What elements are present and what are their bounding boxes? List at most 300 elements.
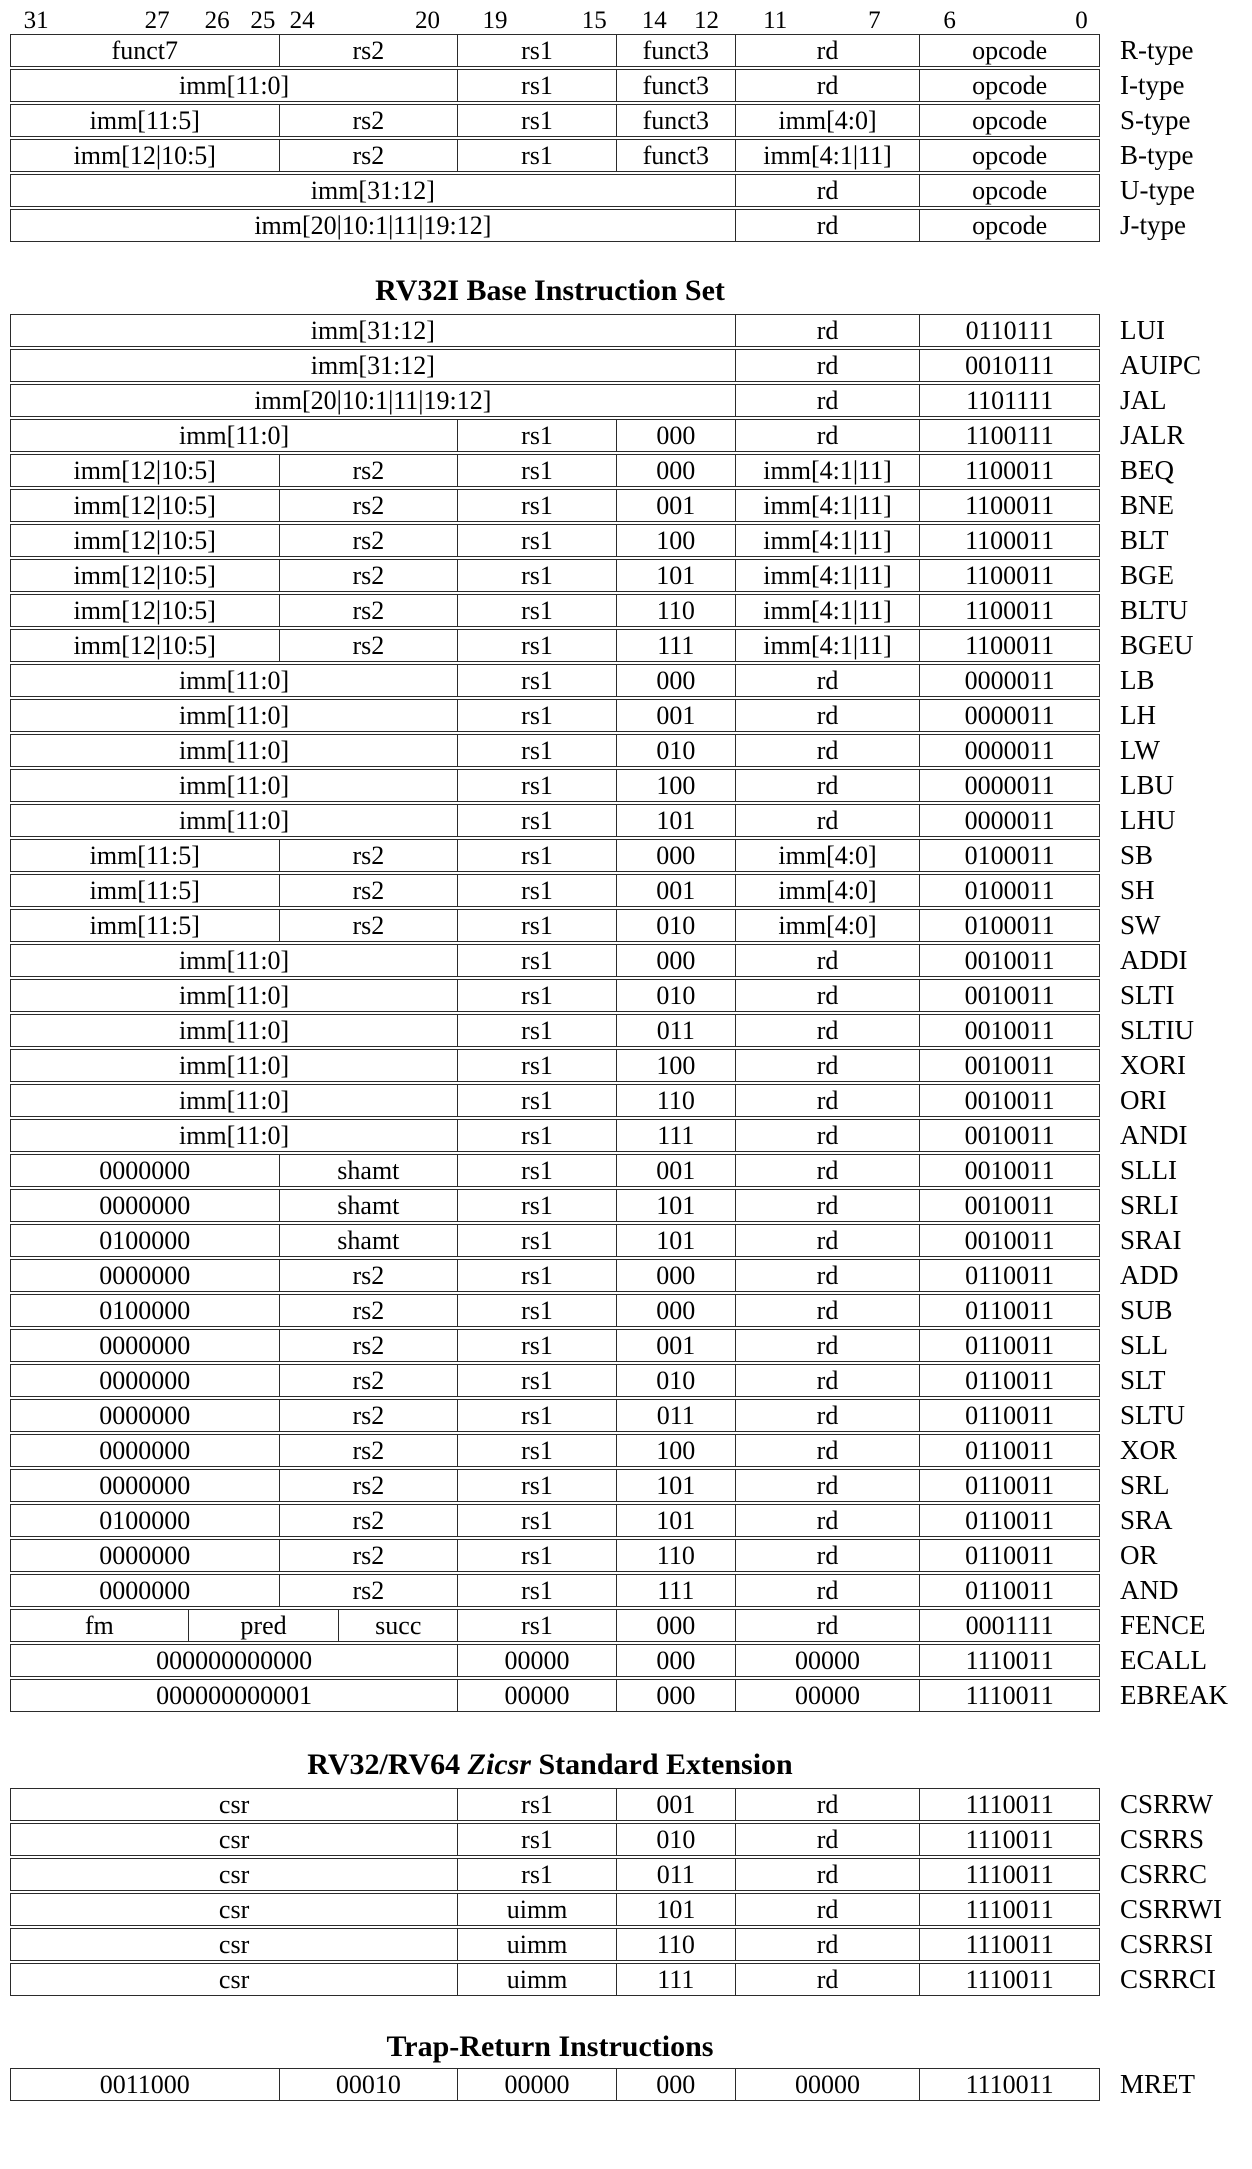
bitfield-cell-rs1: rs1 <box>457 805 616 836</box>
bitfield-cell-op: opcode <box>919 70 1099 101</box>
instruction-name: SLTIU <box>1120 1015 1195 1045</box>
bitfield-cell-rd: rd <box>735 805 920 836</box>
bitfield-cell-rs1: rs1 <box>457 1155 616 1186</box>
bitfield-cell-rs1: rs1 <box>457 700 616 731</box>
bitfield-cell-rs2: rs2 <box>279 1470 458 1501</box>
bitfield-cell-rs1: rs1 <box>457 1260 616 1291</box>
instruction-name: CSRRCI <box>1120 1964 1217 1994</box>
bitfield-cell-f3: 010 <box>616 1824 735 1855</box>
bitfield-cell-i12: imm[11:0] <box>178 980 290 1010</box>
instruction-word <box>10 1788 1100 1821</box>
bitfield-cell-rs1: rs1 <box>457 70 616 101</box>
instruction-name: LH <box>1120 700 1156 730</box>
bitfield-cell-f7: imm[11:5] <box>89 840 200 870</box>
bitfield-cell-rs2: rs2 <box>279 1365 458 1396</box>
bitfield-cell-rs2: rs2 <box>279 1435 458 1466</box>
bitfield-cell-i12: imm[11:0] <box>178 1050 290 1080</box>
bitfield-cell-f3: 000 <box>616 1295 735 1326</box>
bitfield-cell-f7: funct7 <box>111 35 178 65</box>
bitfield-cell-f3: 000 <box>616 1645 735 1676</box>
bitfield-cell-rs1: rs1 <box>457 1435 616 1466</box>
rv32i-row-srli <box>10 1189 1252 1222</box>
instruction-name: XOR <box>1120 1435 1178 1465</box>
bitfield-cell-rs1: rs1 <box>457 1365 616 1396</box>
instruction-word <box>10 384 1100 417</box>
instruction-name: SRAI <box>1120 1225 1182 1255</box>
rv32i-row-addi <box>10 944 1252 977</box>
bitfield-cell-f3: 000 <box>616 840 735 871</box>
rv32i-row-sb <box>10 839 1252 872</box>
bitfield-cell-rd: rd <box>735 1964 920 1995</box>
bitfield-cell-op: 1110011 <box>919 1859 1099 1890</box>
bitfield-cell-rd: rd <box>735 1225 920 1256</box>
zicsr-instruction-table <box>10 1788 1252 1996</box>
bitfield-cell-f7: imm[12|10:5] <box>73 595 216 625</box>
rv32i-row-sh <box>10 874 1252 907</box>
instruction-name: ADDI <box>1120 945 1188 975</box>
bitfield-cell-rd: rd <box>735 1155 920 1186</box>
bitfield-cell-rs2: 00010 <box>279 2069 458 2100</box>
rv32i-row-or <box>10 1539 1252 1572</box>
bitfield-cell-rd: rd <box>735 1260 920 1291</box>
instruction-name: BEQ <box>1120 455 1174 485</box>
bitfield-cell-rs1: rs1 <box>457 525 616 556</box>
instruction-word <box>10 1574 1100 1607</box>
bitfield-cell-rs1: rs1 <box>457 910 616 941</box>
zicsr-title-italic: Zicsr <box>467 1748 531 1781</box>
bitfield-cell-op: 0000011 <box>919 665 1099 696</box>
instruction-word <box>10 1609 1100 1642</box>
instruction-name: J-type <box>1120 210 1186 240</box>
bitfield-cell-f7: imm[12|10:5] <box>73 455 216 485</box>
bitfield-cell-i12: csr <box>218 1789 250 1819</box>
bitfield-cell-rs2: rs2 <box>279 875 458 906</box>
bitfield-cell-rs2: rs2 <box>279 595 458 626</box>
instruction-word <box>10 1154 1100 1187</box>
bitfield-cell-rs2: rs2 <box>279 1505 458 1536</box>
bitfield-cell-op: 0100011 <box>919 840 1099 871</box>
bitfield-cell-f3: 100 <box>616 1050 735 1081</box>
bitfield-cell-f3: 001 <box>616 875 735 906</box>
bitfield-cell-f3: 101 <box>616 1225 735 1256</box>
rv32i-row-sw <box>10 909 1252 942</box>
instruction-name: AUIPC <box>1120 350 1202 380</box>
bitfield-cell-rs2: rs2 <box>279 35 458 66</box>
instruction-word <box>10 139 1100 172</box>
trap-return-section-title: Trap-Return Instructions <box>386 2030 714 2063</box>
rv32i-row-auipc <box>10 349 1252 382</box>
bitfield-cell-rs2: rs2 <box>279 525 458 556</box>
instruction-word <box>10 1469 1100 1502</box>
bitfield-cell-rs1: 00000 <box>457 1645 616 1676</box>
instruction-word <box>10 909 1100 942</box>
instruction-name: FENCE <box>1120 1610 1206 1640</box>
bitfield-cell-f7: imm[12|10:5] <box>73 140 216 170</box>
bitfield-cell-rd: rd <box>735 1894 920 1925</box>
bitfield-cell-rs1: rs1 <box>457 770 616 801</box>
formats-row-r-type <box>10 34 1252 67</box>
instruction-word <box>10 1963 1100 1996</box>
instruction-word <box>10 804 1100 837</box>
instruction-name: LHU <box>1120 805 1176 835</box>
zicsr-title-prefix: RV32/RV64 <box>307 1748 461 1781</box>
zicsr-row-csrrsi <box>10 1928 1252 1961</box>
bitfield-cell-succ: succ <box>338 1610 457 1641</box>
bitfield-cell-f3: 111 <box>616 1120 735 1151</box>
bitfield-cell-op: 1100011 <box>919 490 1099 521</box>
instruction-name: CSRRS <box>1120 1824 1205 1854</box>
bitfield-cell-f3: 111 <box>616 630 735 661</box>
bitfield-cell-op: 0110011 <box>919 1365 1099 1396</box>
formats-row-j-type <box>10 209 1252 242</box>
bitfield-cell-rd: rd <box>735 1120 920 1151</box>
formats-row-b-type <box>10 139 1252 172</box>
bitfield-cell-f7: imm[11:5] <box>89 875 200 905</box>
bitfield-cell-f3: 011 <box>616 1859 735 1890</box>
instruction-word <box>10 1539 1100 1572</box>
bitfield-cell-f3: 010 <box>616 980 735 1011</box>
rv32i-row-sra <box>10 1504 1252 1537</box>
bit-index-7: 7 <box>868 7 881 34</box>
bitfield-cell-rd: rd <box>735 385 920 416</box>
bitfield-cell-rs2: rs2 <box>279 1400 458 1431</box>
instruction-word <box>10 1119 1100 1152</box>
bitfield-cell-rs1: rs1 <box>457 630 616 661</box>
bitfield-cell-op: 0001111 <box>919 1610 1099 1641</box>
bitfield-cell-rd: imm[4:1|11] <box>735 455 920 486</box>
bitfield-cell-rs1: rs1 <box>457 1085 616 1116</box>
bitfield-cell-op: 0010011 <box>919 1050 1099 1081</box>
instruction-name: JALR <box>1120 420 1185 450</box>
instruction-word <box>10 979 1100 1012</box>
bitfield-cell-rs2: rs2 <box>279 910 458 941</box>
bitfield-cell-rs2: rs2 <box>279 1330 458 1361</box>
bitfield-cell-f3: 101 <box>616 805 735 836</box>
bitfield-cell-rd: rd <box>735 1190 920 1221</box>
instruction-name: SUB <box>1120 1295 1173 1325</box>
bitfield-cell-f3: 100 <box>616 525 735 556</box>
bitfield-cell-f3: 010 <box>616 910 735 941</box>
trap-return-instruction-table <box>10 2068 1252 2101</box>
bitfield-cell-rd: rd <box>735 980 920 1011</box>
rv32i-row-xor <box>10 1434 1252 1467</box>
bitfield-cell-f7: 0000000 <box>99 1470 191 1500</box>
bitfield-cell-rs1: rs1 <box>457 1400 616 1431</box>
bitfield-cell-f3: 101 <box>616 1894 735 1925</box>
zicsr-title-suffix: Standard Extension <box>538 1748 793 1781</box>
bitfield-cell-i12: imm[11:0] <box>178 1120 290 1150</box>
zicsr-row-csrrw <box>10 1788 1252 1821</box>
instruction-name: BGE <box>1120 560 1174 590</box>
bitfield-cell-i20: imm[31:12] <box>310 350 435 380</box>
bitfield-cell-f3: 000 <box>616 2069 735 2100</box>
bitfield-cell-f3: 000 <box>616 455 735 486</box>
bitfield-cell-rs1: rs1 <box>457 490 616 521</box>
bitfield-cell-f3: 110 <box>616 595 735 626</box>
bitfield-cell-op: 1101111 <box>919 385 1099 416</box>
bitfield-cell-op: 0010011 <box>919 1085 1099 1116</box>
bitfield-cell-rs1: rs1 <box>457 1824 616 1855</box>
bitfield-cell-rs2: rs2 <box>279 455 458 486</box>
rv32i-row-jal <box>10 384 1252 417</box>
bitfield-cell-f3: 000 <box>616 1260 735 1291</box>
bitfield-cell-i12: imm[11:0] <box>178 735 290 765</box>
bitfield-cell-rs1: rs1 <box>457 665 616 696</box>
bitfield-cell-rd: rd <box>735 1575 920 1606</box>
bitfield-cell-f3: 100 <box>616 1435 735 1466</box>
instruction-name: LUI <box>1120 315 1165 345</box>
bitfield-cell-rs1: rs1 <box>457 105 616 136</box>
bitfield-cell-f3: funct3 <box>616 105 735 136</box>
bitfield-cell-i12: 000000000001 <box>156 1680 313 1710</box>
bitfield-cell-rs1: rs1 <box>457 1789 616 1820</box>
bitfield-cell-rs2: rs2 <box>279 490 458 521</box>
bit-index-31: 31 <box>23 7 49 34</box>
rv32i-row-srai <box>10 1224 1252 1257</box>
rv32i-row-and <box>10 1574 1252 1607</box>
bitfield-cell-op: 1110011 <box>919 1789 1099 1820</box>
bitfield-cell-rs1: rs1 <box>457 735 616 766</box>
rv32i-row-lhu <box>10 804 1252 837</box>
bitfield-cell-op: 0000011 <box>919 805 1099 836</box>
bit-index-14: 14 <box>641 7 667 34</box>
bitfield-cell-op: 0000011 <box>919 770 1099 801</box>
instruction-name: LB <box>1120 665 1155 695</box>
bit-index-15: 15 <box>581 7 607 34</box>
rv32i-row-fence <box>10 1609 1252 1642</box>
formats-row-i-type <box>10 69 1252 102</box>
bitfield-cell-rs2: rs2 <box>279 560 458 591</box>
instruction-name: SLLI <box>1120 1155 1177 1185</box>
bitfield-cell-i12: 000000000000 <box>156 1645 313 1675</box>
bitfield-cell-rs2: rs2 <box>279 1260 458 1291</box>
bitfield-cell-f7: 0000000 <box>99 1190 191 1220</box>
instruction-word <box>10 1399 1100 1432</box>
bitfield-cell-op: 0010011 <box>919 1155 1099 1186</box>
bitfield-cell-i20: imm[31:12] <box>310 315 435 345</box>
instruction-word <box>10 1644 1100 1677</box>
bitfield-cell-f7: 0000000 <box>99 1575 191 1605</box>
instruction-name: I-type <box>1120 70 1185 100</box>
bitfield-cell-op: 0110011 <box>919 1505 1099 1536</box>
rv32i-row-sub <box>10 1294 1252 1327</box>
bitfield-cell-rd: rd <box>735 1085 920 1116</box>
instruction-word <box>10 1049 1100 1082</box>
bitfield-cell-rs1: rs1 <box>457 1575 616 1606</box>
instruction-word <box>10 454 1100 487</box>
bitfield-cell-i20: imm[20|10:1|11|19:12] <box>254 210 492 240</box>
instruction-word <box>10 1679 1100 1712</box>
bitfield-cell-op: 0010011 <box>919 980 1099 1011</box>
bitfield-cell-op: opcode <box>919 175 1099 206</box>
bitfield-cell-rd: imm[4:1|11] <box>735 560 920 591</box>
bitfield-cell-rs2: shamt <box>279 1155 458 1186</box>
bitfield-cell-rs1: rs1 <box>457 595 616 626</box>
instruction-format-table <box>10 34 1252 242</box>
zicsr-row-csrrc <box>10 1858 1252 1891</box>
bitfield-cell-rd: rd <box>735 700 920 731</box>
bitfield-cell-f3: 101 <box>616 1470 735 1501</box>
instruction-word <box>10 489 1100 522</box>
bitfield-cell-rd: rd <box>735 175 920 206</box>
bitfield-cell-rs1: rs1 <box>457 875 616 906</box>
instruction-name: SW <box>1120 910 1161 940</box>
bitfield-cell-f3: 111 <box>616 1964 735 1995</box>
instruction-name: CSRRW <box>1120 1789 1214 1819</box>
instruction-word <box>10 349 1100 382</box>
instruction-name: BGEU <box>1120 630 1194 660</box>
bitfield-cell-rd: rd <box>735 770 920 801</box>
bitfield-cell-op: 1110011 <box>919 1929 1099 1960</box>
bit-index-6: 6 <box>943 7 956 34</box>
bit-index-25: 25 <box>250 7 276 34</box>
bitfield-cell-rd: rd <box>735 1295 920 1326</box>
bitfield-cell-f7: 0000000 <box>99 1330 191 1360</box>
bitfield-cell-f3: 111 <box>616 1575 735 1606</box>
instruction-name: AND <box>1120 1575 1179 1605</box>
bitfield-cell-op: 0110011 <box>919 1575 1099 1606</box>
rv32i-row-xori <box>10 1049 1252 1082</box>
zicsr-row-csrrwi <box>10 1893 1252 1926</box>
bitfield-cell-op: 1110011 <box>919 1894 1099 1925</box>
bitfield-cell-i12: csr <box>218 1894 250 1924</box>
rv32i-instruction-table <box>10 314 1252 1712</box>
bitfield-cell-op: 0110011 <box>919 1260 1099 1291</box>
instruction-word <box>10 839 1100 872</box>
rv32i-row-lw <box>10 734 1252 767</box>
bitfield-cell-op: 0110011 <box>919 1470 1099 1501</box>
bitfield-cell-rd: rd <box>735 1470 920 1501</box>
bitfield-cell-op: 1110011 <box>919 2069 1099 2100</box>
rv32i-row-beq <box>10 454 1252 487</box>
bitfield-cell-op: 1100011 <box>919 595 1099 626</box>
instruction-name: EBREAK <box>1120 1680 1228 1710</box>
bitfield-cell-i12: imm[11:0] <box>178 70 290 100</box>
bitfield-cell-f3: 110 <box>616 1540 735 1571</box>
bit-position-ruler <box>10 8 1100 34</box>
bitfield-cell-f3: 000 <box>616 1680 735 1711</box>
bitfield-cell-f3: 101 <box>616 560 735 591</box>
instruction-name: BLTU <box>1120 595 1189 625</box>
zicsr-row-csrrci <box>10 1963 1252 1996</box>
bitfield-cell-rd: imm[4:0] <box>735 910 920 941</box>
instruction-name: LBU <box>1120 770 1174 800</box>
bitfield-cell-i12: csr <box>218 1824 250 1854</box>
bitfield-cell-rs1: rs1 <box>457 1120 616 1151</box>
instruction-name: SLTI <box>1120 980 1175 1010</box>
rv32i-section-title: RV32I Base Instruction Set <box>375 274 725 307</box>
bitfield-cell-rs1: rs1 <box>457 140 616 171</box>
bitfield-cell-rs1: rs1 <box>457 1050 616 1081</box>
rv32i-row-lh <box>10 699 1252 732</box>
instruction-word <box>10 944 1100 977</box>
bitfield-cell-rd: rd <box>735 210 920 241</box>
bitfield-cell-rd: 00000 <box>735 1680 920 1711</box>
bitfield-cell-rs2: rs2 <box>279 1540 458 1571</box>
bitfield-cell-rs2: rs2 <box>279 840 458 871</box>
zicsr-section-title <box>0 1748 1100 1782</box>
instruction-word <box>10 1294 1100 1327</box>
bitfield-cell-op: 0010011 <box>919 1015 1099 1046</box>
bitfield-cell-f7: imm[11:5] <box>89 910 200 940</box>
bit-index-11: 11 <box>763 7 788 34</box>
bitfield-cell-f3: 110 <box>616 1929 735 1960</box>
bitfield-cell-op: 1110011 <box>919 1645 1099 1676</box>
bitfield-cell-op: 0000011 <box>919 735 1099 766</box>
instruction-word <box>10 699 1100 732</box>
bitfield-cell-rs1: rs1 <box>457 1859 616 1890</box>
bitfield-cell-rs1: rs1 <box>457 840 616 871</box>
bitfield-cell-rd: imm[4:1|11] <box>735 140 920 171</box>
instruction-name: SRLI <box>1120 1190 1179 1220</box>
rv32i-row-ebreak <box>10 1679 1252 1712</box>
formats-row-u-type <box>10 174 1252 207</box>
bitfield-cell-rd: rd <box>735 1435 920 1466</box>
instruction-name: SH <box>1120 875 1155 905</box>
bitfield-cell-f3: funct3 <box>616 70 735 101</box>
instruction-word <box>10 1224 1100 1257</box>
instruction-word <box>10 524 1100 557</box>
bitfield-cell-f3: 101 <box>616 1190 735 1221</box>
rv32i-row-sltu <box>10 1399 1252 1432</box>
bit-index-20: 20 <box>414 7 440 34</box>
bitfield-cell-rd: rd <box>735 315 920 346</box>
bitfield-cell-rd: imm[4:1|11] <box>735 595 920 626</box>
bitfield-cell-rd: rd <box>735 1610 920 1641</box>
bitfield-cell-f7: imm[12|10:5] <box>73 630 216 660</box>
instruction-word <box>10 1823 1100 1856</box>
bitfield-cell-rd: rd <box>735 1365 920 1396</box>
instruction-name: CSRRSI <box>1120 1929 1214 1959</box>
bitfield-cell-rs1: rs1 <box>457 1015 616 1046</box>
instruction-name: SRA <box>1120 1505 1173 1535</box>
bit-index-0: 0 <box>1075 7 1088 34</box>
bit-index-26: 26 <box>204 7 230 34</box>
bitfield-cell-f3: 101 <box>616 1505 735 1536</box>
instruction-name: SLTU <box>1120 1400 1186 1430</box>
bitfield-cell-f3: 000 <box>616 665 735 696</box>
instruction-word <box>10 314 1100 347</box>
bitfield-cell-rd: rd <box>735 1824 920 1855</box>
bitfield-cell-f3: 001 <box>616 490 735 521</box>
bitfield-cell-rs2: rs2 <box>279 105 458 136</box>
instruction-word <box>10 69 1100 102</box>
bitfield-cell-op: 0110011 <box>919 1330 1099 1361</box>
bit-index-24: 24 <box>289 7 315 34</box>
rv32i-row-sltiu <box>10 1014 1252 1047</box>
instruction-word <box>10 629 1100 662</box>
instruction-word <box>10 594 1100 627</box>
bitfield-cell-rs2: rs2 <box>279 140 458 171</box>
instruction-word <box>10 1329 1100 1362</box>
bitfield-cell-rs1: uimm <box>457 1929 616 1960</box>
formats-row-s-type <box>10 104 1252 137</box>
bitfield-cell-op: 1110011 <box>919 1964 1099 1995</box>
instruction-word <box>10 1434 1100 1467</box>
bitfield-cell-op: 0010011 <box>919 1120 1099 1151</box>
bitfield-cell-i12: imm[11:0] <box>178 945 290 975</box>
bitfield-cell-rs1: rs1 <box>457 560 616 591</box>
instruction-name: ANDI <box>1120 1120 1188 1150</box>
bitfield-cell-i12: csr <box>218 1859 250 1889</box>
bitfield-cell-rs1: rs1 <box>457 35 616 66</box>
instruction-name: S-type <box>1120 105 1191 135</box>
instruction-word <box>10 1014 1100 1047</box>
rv32i-row-sll <box>10 1329 1252 1362</box>
instruction-word <box>10 734 1100 767</box>
bitfield-cell-f3: 100 <box>616 770 735 801</box>
bitfield-cell-rd: rd <box>735 1505 920 1536</box>
